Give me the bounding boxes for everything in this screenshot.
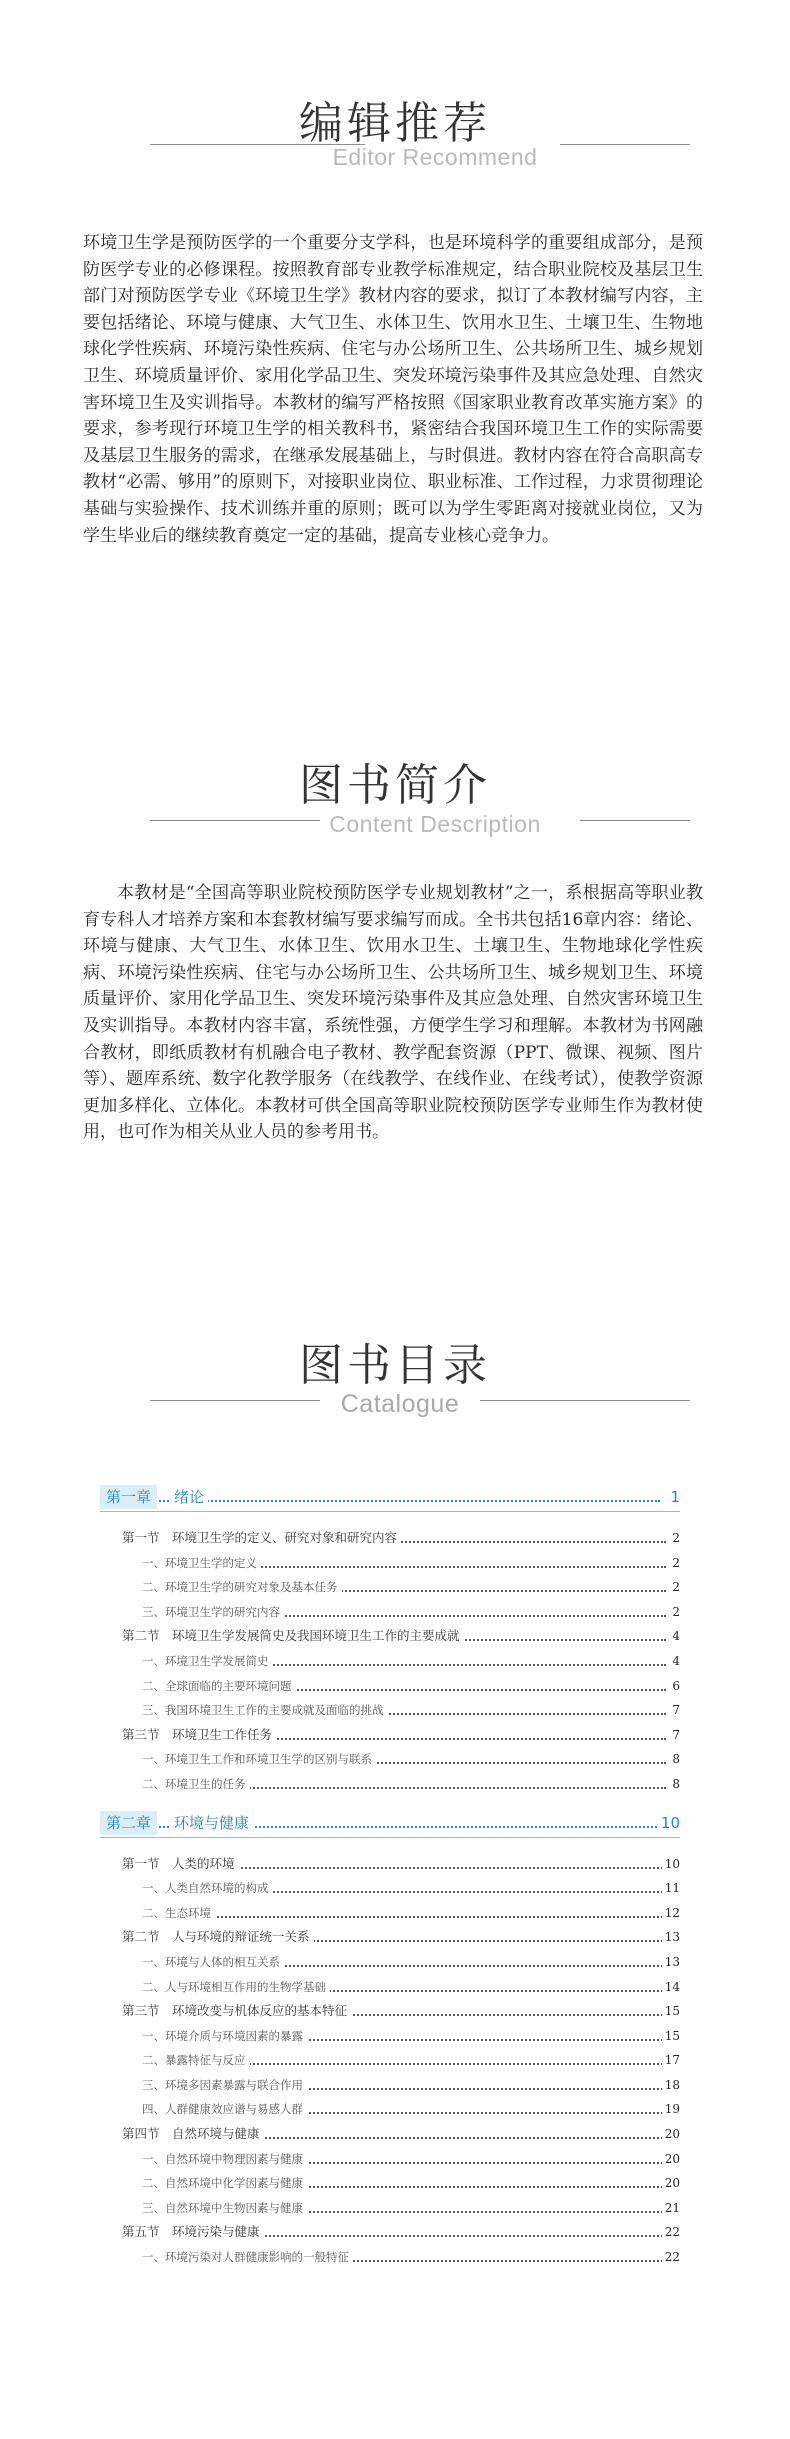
- section-title: 图书目录: [299, 1340, 491, 1391]
- entry-page: 22: [662, 2245, 680, 2269]
- entry-page: 12: [662, 1901, 680, 1925]
- entry-title: 一、环境介质与环境因素的暴露: [142, 2029, 307, 2043]
- entry-title: 第三节 环境卫生工作任务: [122, 1727, 276, 1742]
- toc-subsection[interactable]: [100, 1950, 680, 1975]
- entry-title: 第二节 人与环境的辩证统一关系: [122, 1929, 314, 1944]
- toc-subsection[interactable]: [100, 2073, 680, 2098]
- entry-title: 二、环境卫生学的研究对象及基本任务: [142, 1580, 342, 1594]
- entry-title: 第二节 环境卫生学发展简史及我国环境卫生工作的主要成就: [122, 1628, 464, 1643]
- entry-title: 二、环境卫生的任务: [142, 1777, 250, 1791]
- entry-page: 8: [669, 1772, 680, 1796]
- entry-page: 2: [669, 1526, 680, 1550]
- entry-title: 三、环境多因素暴露与联合作用: [142, 2078, 307, 2092]
- toc-section[interactable]: [100, 1925, 680, 1950]
- toc-subsection[interactable]: [100, 1698, 680, 1723]
- entry-page: 4: [669, 1649, 680, 1673]
- entry-title: 第一节 人类的环境: [122, 1856, 239, 1871]
- entry-page: 21: [662, 2196, 680, 2220]
- entry-title: 三、自然环境中生物因素与健康: [142, 2201, 307, 2215]
- entry-page: 20: [662, 2122, 680, 2146]
- entry-title: 一、人类自然环境的构成: [142, 1881, 273, 1895]
- section-subtitle: Content Description: [329, 811, 541, 837]
- editor-recommend-body: 环境卫生学是预防医学的一个重要分支学科，也是环境科学的重要组成部分，是预防医学专业的必修课程。按照教育部专业教学标准规定，结合职业院校及基层卫生部门对预防医学专业《环境卫生学》教材内容的要求，拟订了本教材编写内容，主要包括绪论、环境与健康、大气卫生、水体卫生、饮用水卫生、土壤卫生、生物地球化学性疾病、环境污染性疾病、住宅与办公场所卫生、公共场所卫生、城乡规划卫生、环境质量评价、家用化学品卫生、突发环境污染事件及其应急处理、自然灾害环境卫生及实训指导。本教材的编写严格按照《国家职业教育改革实施方案》的要求，参考现行环境卫生学的相关教科书，紧密结合我国环境卫生工作的实际需要及基层卫生服务的需求，在继承发展基础上，与时俱进。教材内容在符合高职高专教材“必需、够用”的原则下，对接职业岗位、职业标准、工作过程，力求贯彻理论基础与实验操作、技术训练并重的原则；既可以为学生零距离对接就业岗位，又为学生毕业后的继续教育奠定一定的基础，提高专业核心竞争力。: [83, 233, 703, 546]
- entry-page: 6: [669, 1674, 680, 1698]
- dot-leader: [142, 1916, 666, 1918]
- toc-subsection[interactable]: [100, 1747, 680, 1772]
- entry-page: 2: [669, 1575, 680, 1599]
- toc-subsection[interactable]: [100, 1649, 680, 1674]
- chapter-title: 环境与健康: [170, 1811, 253, 1835]
- toc-subsection[interactable]: [100, 1772, 680, 1797]
- toc-subsection[interactable]: [100, 2147, 680, 2172]
- entry-page: 4: [669, 1624, 680, 1648]
- toc-subsection[interactable]: [100, 1901, 680, 1926]
- entry-title: 一、环境卫生学发展简史: [142, 1654, 273, 1668]
- toc-section[interactable]: [100, 1526, 680, 1551]
- toc-subsection[interactable]: [100, 2245, 680, 2270]
- entry-title: 第三节 环境改变与机体反应的基本特征: [122, 2003, 351, 2018]
- chapter-number: 第一章: [100, 1485, 157, 1509]
- entry-title: 二、人与环境相互作用的生物学基础: [142, 1980, 330, 1994]
- entry-title: 一、环境卫生学的定义: [142, 1556, 261, 1570]
- section-title: 编辑推荐: [299, 98, 491, 149]
- entry-page: 15: [662, 2024, 680, 2048]
- toc-subsection[interactable]: [100, 1876, 680, 1901]
- content-description-header: [0, 758, 790, 848]
- entry-page: 20: [662, 2171, 680, 2195]
- entry-page: 22: [662, 2220, 680, 2244]
- toc-section[interactable]: [100, 1723, 680, 1748]
- toc-subsection[interactable]: [100, 2024, 680, 2049]
- chapter-entries: [100, 1526, 680, 1797]
- entry-title: 四、人群健康效应谱与易感人群: [142, 2102, 307, 2116]
- entry-page: 17: [662, 2048, 680, 2072]
- entry-title: 一、环境卫生工作和环境卫生学的区别与联系: [142, 1752, 376, 1766]
- toc-chapter[interactable]: [100, 1485, 680, 1512]
- entry-title: 第一节 环境卫生学的定义、研究对象和研究内容: [122, 1530, 401, 1545]
- toc-chapter[interactable]: [100, 1811, 680, 1838]
- entry-page: 13: [662, 1925, 680, 1949]
- chapter-number: 第二章: [100, 1811, 157, 1835]
- toc-section[interactable]: [100, 2220, 680, 2245]
- entry-page: 10: [662, 1852, 680, 1876]
- entry-page: 18: [662, 2073, 680, 2097]
- entry-page: 14: [662, 1975, 680, 1999]
- toc-subsection[interactable]: [100, 1674, 680, 1699]
- entry-title: 一、环境污染对人群健康影响的一般特征: [142, 2250, 353, 2264]
- toc-section[interactable]: [100, 1624, 680, 1649]
- toc-subsection[interactable]: [100, 1575, 680, 1600]
- toc-subsection[interactable]: [100, 2196, 680, 2221]
- editor-recommend-header: [0, 96, 790, 186]
- chapter-page: 1: [666, 1485, 680, 1509]
- entry-title: 二、全球面临的主要环境问题: [142, 1679, 296, 1693]
- entry-page: 7: [669, 1698, 680, 1722]
- section-subtitle: Catalogue: [340, 1390, 460, 1418]
- entry-page: 15: [662, 1999, 680, 2023]
- toc-subsection[interactable]: [100, 1551, 680, 1576]
- entry-page: 7: [669, 1723, 680, 1747]
- entry-title: 二、生态环境: [142, 1906, 215, 1920]
- entry-title: 第五节 环境污染与健康: [122, 2224, 264, 2239]
- section-title: 图书简介: [299, 760, 491, 811]
- section-subtitle: Editor Recommend: [332, 144, 538, 170]
- entry-page: 11: [662, 1876, 680, 1900]
- entry-title: 一、自然环境中物理因素与健康: [142, 2152, 307, 2166]
- toc-section[interactable]: [100, 2122, 680, 2147]
- chapter-title: 绪论: [170, 1485, 208, 1509]
- toc-subsection[interactable]: [100, 2097, 680, 2122]
- entry-page: 2: [669, 1551, 680, 1575]
- chapter-entries: [100, 1852, 680, 2270]
- entry-title: 一、环境与人体的相互关系: [142, 1955, 284, 1969]
- entry-title: 三、环境卫生学的研究内容: [142, 1605, 284, 1619]
- catalogue-header: [0, 1338, 790, 1428]
- content-description-body: 本教材是“全国高等职业院校预防医学专业规划教材”之一，系根据高等职业教育专科人才培养方案和本套教材编写要求编写而成。全书共包括16章内容：绪论、环境与健康、大气卫生、水体卫生、饮用水卫生、土壤卫生、生物地球化学性疾病、环境污染性疾病、住宅与办公场所卫生、公共场所卫生、城乡规划卫生、环境质量评价、家用化学品卫生、突发环境污染事件及其应急处理、自然灾害环境卫生及实训指导。本教材内容丰富，系统性强，方便学生学习和理解。本教材为书网融合教材，即纸质教材有机融合电子教材、教学配套资源（PPT、微课、视频、图片等）、题库系统、数字化教学服务（在线教学、在线作业、在线考试），使教学资源更加多样化、立体化。本教材可供全国高等职业院校预防医学专业师生作为教材使用，也可作为相关从业人员的参考用书。: [83, 883, 703, 1143]
- entry-title: 三、我国环境卫生工作的主要成就及面临的挑战: [142, 1703, 388, 1717]
- toc-section[interactable]: [100, 1999, 680, 2024]
- entry-page: 2: [669, 1600, 680, 1624]
- entry-page: 19: [662, 2097, 680, 2121]
- entry-page: 8: [669, 1747, 680, 1771]
- entry-title: 二、自然环境中化学因素与健康: [142, 2176, 307, 2190]
- toc-subsection[interactable]: [100, 1975, 680, 2000]
- chapter-page: 10: [657, 1811, 680, 1835]
- entry-title: 二、暴露特征与反应: [142, 2053, 250, 2067]
- toc-section[interactable]: [100, 1852, 680, 1877]
- table-of-contents: [100, 1485, 680, 2270]
- toc-subsection[interactable]: [100, 1600, 680, 1625]
- entry-page: 13: [662, 1950, 680, 1974]
- entry-title: 第四节 自然环境与健康: [122, 2126, 264, 2141]
- entry-page: 20: [662, 2147, 680, 2171]
- toc-subsection[interactable]: [100, 2048, 680, 2073]
- toc-subsection[interactable]: [100, 2171, 680, 2196]
